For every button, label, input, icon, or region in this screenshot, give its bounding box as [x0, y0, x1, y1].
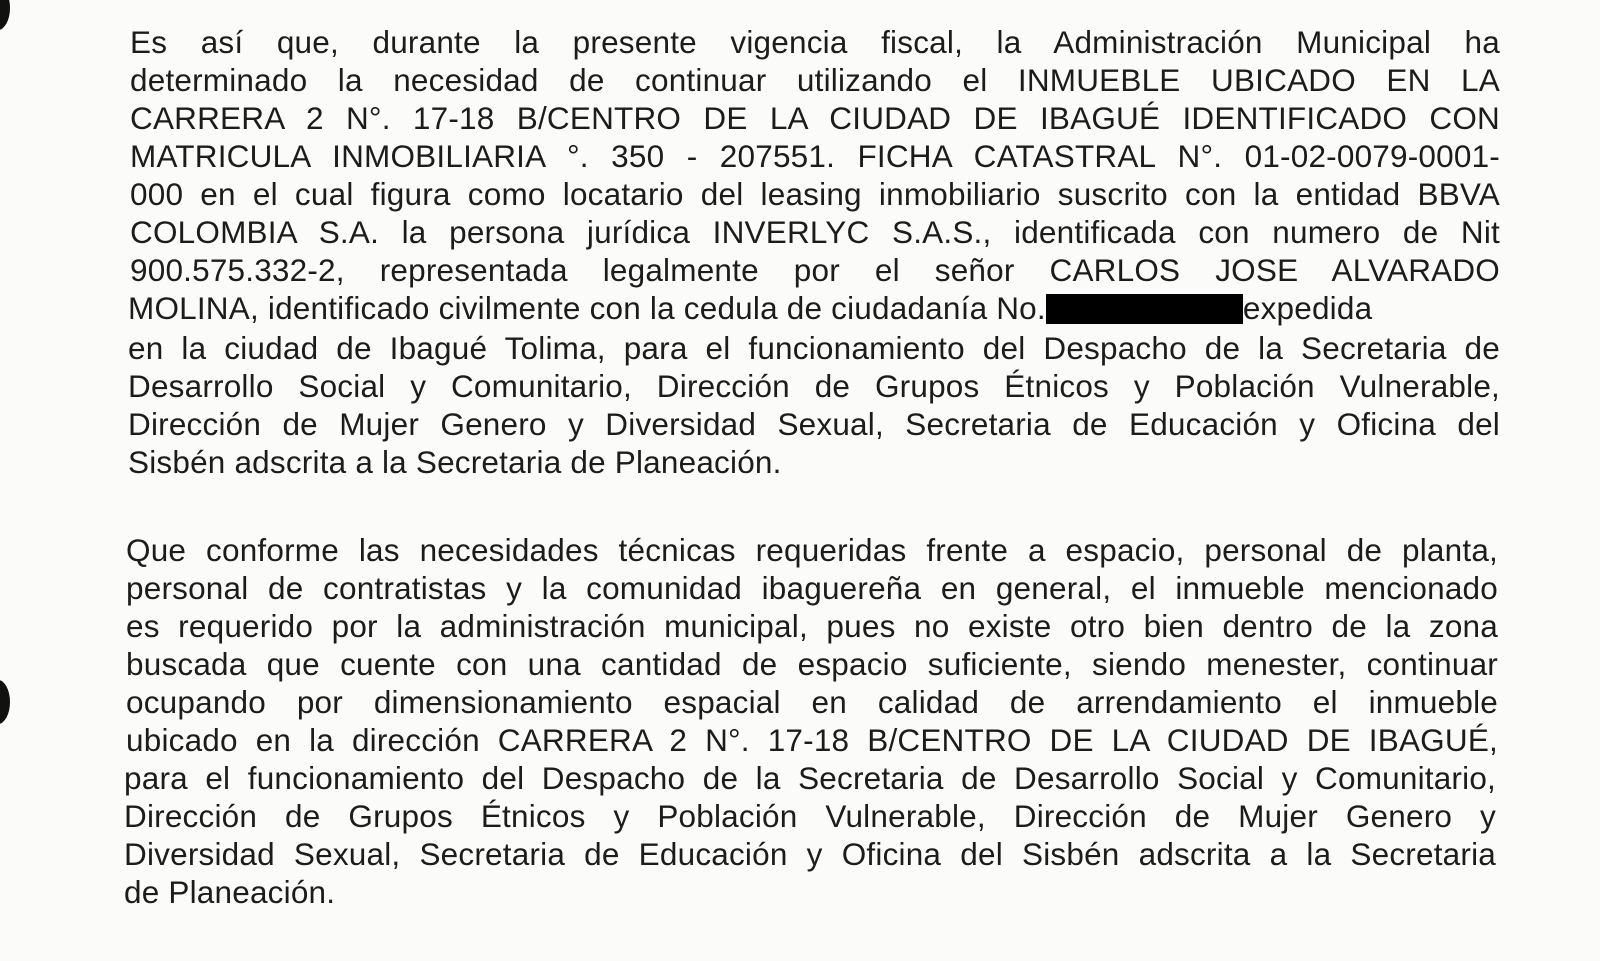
paragraph-1-line: Dirección de Mujer Genero y Diversidad Sexual, Secretaria de Educación y Oficina del — [128, 406, 1500, 442]
paragraph-1-line: en la ciudad de Ibagué Tolima, para el funcionamiento del Despacho de la Secretaria de — [128, 330, 1500, 366]
paragraph-1-line: 900.575.332-2, representada legalmente por el señor CARLOS JOSE ALVARADO — [130, 252, 1500, 288]
paragraph-2-line: para el funcionamiento del Despacho de la Secretaria de Desarrollo Social y Comunitario, — [124, 760, 1496, 796]
paragraph-2-line: buscada que cuente con una cantidad de espacio suficiente, siendo menester, continuar — [126, 646, 1498, 682]
paragraph-1-line: determinado la necesidad de continuar utilizando el INMUEBLE UBICADO EN LA — [130, 62, 1500, 98]
paragraph-1-line: CARRERA 2 N°. 17-18 B/CENTRO DE LA CIUDAD DE IBAGUÉ IDENTIFICADO CON — [130, 100, 1500, 136]
paragraph-1-line: Es así que, durante la presente vigencia fiscal, la Administración Municipal ha — [130, 24, 1500, 60]
redaction-box — [1046, 294, 1243, 324]
paragraph-1-line: 000 en el cual figura como locatario del leasing inmobiliario suscrito con la entidad BBVA — [130, 176, 1500, 212]
redacted-line-end: expedida — [1242, 290, 1373, 326]
paragraph-2-line: ubicado en la dirección CARRERA 2 N°. 17-18 B/CENTRO DE LA CIUDAD DE IBAGUÉ, — [126, 722, 1498, 758]
redacted-line-start: MOLINA, identificado civilmente con la cedula de ciudadanía No. — [128, 290, 1046, 326]
paragraph-1-line: Desarrollo Social y Comunitario, Dirección de Grupos Étnicos y Población Vulnerable, — [128, 368, 1500, 404]
paragraph-2-line: Diversidad Sexual, Secretaria de Educación y Oficina del Sisbén adscrita a la Secretaria — [124, 836, 1496, 872]
paragraph-2-last-line: de Planeación. — [124, 874, 336, 910]
paragraph-2-line: es requerido por la administración municipal, pues no existe otro bien dentro de la zona — [126, 608, 1498, 644]
redacted-line — [128, 290, 1500, 326]
paragraph-2-line: personal de contratistas y la comunidad ibaguereña en general, el inmueble mencionado — [126, 570, 1498, 606]
paragraph-2-line: Que conforme las necesidades técnicas requeridas frente a espacio, personal de planta, — [126, 532, 1498, 568]
paragraph-2-line: Dirección de Grupos Étnicos y Población Vulnerable, Dirección de Mujer Genero y — [124, 798, 1496, 834]
paragraph-1-line: COLOMBIA S.A. la persona jurídica INVERLYC S.A.S., identificada con numero de Nit — [130, 214, 1500, 250]
paragraph-2-line: ocupando por dimensionamiento espacial en calidad de arrendamiento el inmueble — [126, 684, 1498, 720]
paragraph-1-line: MATRICULA INMOBILIARIA °. 350 - 207551. FICHA CATASTRAL N°. 01-02-0079-0001- — [130, 138, 1500, 174]
paragraph-1-last-line: Sisbén adscrita a la Secretaria de Planeación. — [128, 444, 782, 480]
